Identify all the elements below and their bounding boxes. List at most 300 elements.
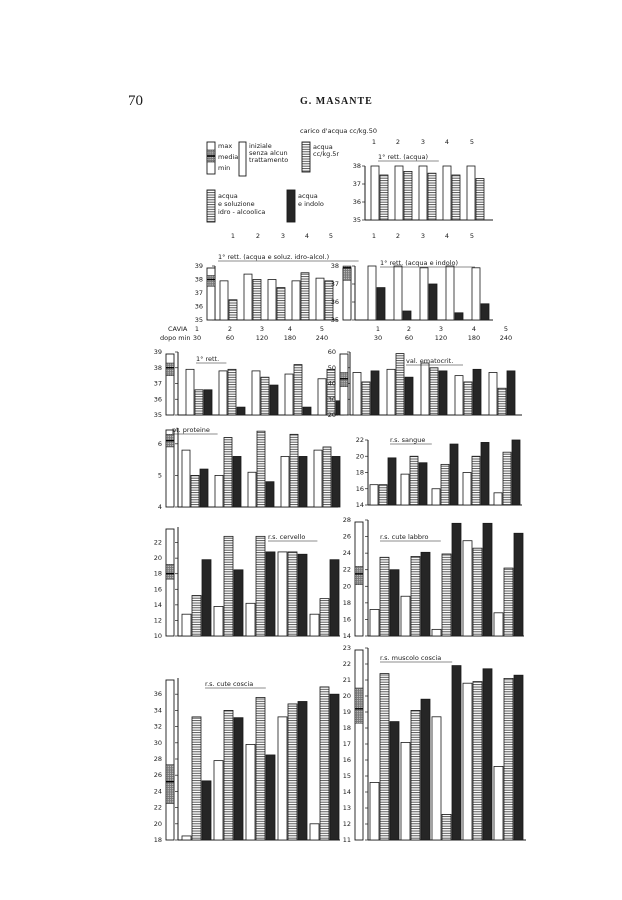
bar-grey-30	[379, 485, 387, 505]
chart-sangue	[356, 436, 522, 509]
y-tick-label: 39	[194, 262, 203, 270]
bar-black-120	[270, 385, 278, 415]
y-tick-label: 36	[194, 302, 203, 311]
bar-black-240	[330, 694, 339, 840]
bar-white-180	[463, 683, 472, 840]
animal-number: 2	[395, 138, 401, 146]
bar-black-30	[202, 560, 211, 636]
bar-black-2	[403, 311, 411, 320]
bar-black-240	[512, 440, 520, 505]
bar-grey-60	[224, 710, 233, 840]
bar-grey-60	[224, 536, 233, 636]
animal-number: 1	[371, 232, 377, 240]
bar-grey-180	[288, 704, 297, 840]
bar-grey-30	[191, 475, 199, 507]
chart-coscia	[154, 678, 340, 844]
bar-black-60	[234, 570, 243, 636]
y-tick-label: 38	[194, 275, 203, 284]
ref-band	[340, 372, 348, 386]
ref-box	[355, 650, 363, 840]
y-tick-label: 12	[153, 616, 162, 625]
bar-white-60	[214, 761, 223, 840]
bar-white-240	[494, 766, 503, 840]
bar-white-4	[292, 281, 300, 320]
chart-muscolo	[343, 644, 526, 844]
bar-black-180	[481, 442, 489, 505]
bar-grey-1	[229, 300, 237, 320]
bar-white-5	[316, 278, 324, 320]
minutes-value: 120	[255, 334, 269, 342]
minutes-value: 180	[283, 334, 297, 342]
bar-white-120	[421, 363, 429, 415]
bar-white-180	[278, 717, 287, 840]
bar-white-240	[494, 613, 503, 636]
charts-layer	[154, 138, 526, 844]
y-tick-label: 16	[153, 585, 162, 594]
y-tick-label: 20	[153, 819, 162, 828]
chart-title: pt. proteine	[172, 426, 210, 434]
y-tick-label: 37	[352, 180, 361, 188]
bar-black-180	[298, 554, 307, 636]
bar-grey-60	[224, 437, 232, 507]
chart-cervello	[154, 527, 340, 640]
bar-white-1	[371, 166, 379, 220]
bar-white-5	[472, 268, 480, 320]
ref-box	[166, 680, 174, 840]
bar-black-240	[332, 456, 340, 507]
legend-water-indole-label	[298, 192, 324, 208]
y-tick-label: 18	[342, 724, 351, 732]
animal-number: 2	[395, 232, 401, 240]
legend	[207, 142, 339, 222]
bar-white-240	[310, 614, 319, 636]
bar-grey-240	[503, 452, 511, 505]
dopo-min-label: dopo min	[160, 334, 191, 342]
bar-black-5	[481, 304, 489, 320]
bar-black-180	[303, 407, 311, 415]
y-tick-label: 20	[342, 582, 351, 591]
animal-number: 5	[469, 232, 475, 240]
legend-water-solution-line3: idro - alcoolica	[218, 208, 266, 216]
y-tick-label: 20	[153, 554, 162, 563]
ref-band	[166, 363, 174, 376]
y-tick-label: 14	[153, 600, 162, 609]
legend-water-label	[313, 143, 339, 158]
chart-title: 1° rett. (acqua e indolo)	[380, 259, 459, 267]
bar-black-240	[330, 560, 339, 636]
y-tick-label: 10	[153, 632, 162, 640]
bar-white-30	[370, 782, 379, 840]
y-tick-label: 22	[342, 660, 351, 668]
cavia-label: CAVIA	[168, 325, 188, 333]
cavia-number: 3	[259, 325, 265, 333]
bar-white-60	[401, 474, 409, 505]
chart-title: r.s. muscolo coscia	[380, 654, 442, 662]
bar-black-60	[405, 377, 413, 415]
legend-max-label: max	[218, 142, 233, 150]
minutes-value: 30	[192, 334, 202, 342]
legend-water-line2: cc/kg.5r	[313, 150, 340, 158]
y-tick-label: 30	[327, 395, 336, 404]
y-tick-label: 18	[153, 569, 162, 578]
bar-white-30	[353, 372, 361, 415]
y-tick-label: 6	[157, 439, 162, 448]
cavia-number: 2	[227, 325, 233, 333]
y-tick-label: 36	[153, 690, 162, 699]
bar-white-180	[281, 456, 289, 507]
bar-grey-2	[404, 171, 412, 220]
legend-water-solution-swatch	[207, 190, 215, 222]
y-tick-label: 22	[153, 538, 162, 547]
cavia-number: 3	[438, 325, 444, 333]
bar-white-120	[432, 489, 440, 505]
bar-white-60	[387, 369, 395, 415]
y-tick-label: 38	[352, 162, 361, 170]
legend-water-solution-line2: e soluzione	[218, 200, 255, 208]
bar-grey-120	[256, 697, 265, 840]
bar-grey-4	[301, 273, 309, 320]
bar-white-3	[268, 280, 276, 321]
bar-white-30	[182, 836, 191, 840]
y-tick-label: 5	[157, 471, 162, 480]
chart-emato	[328, 348, 522, 419]
bar-white-60	[215, 475, 223, 507]
y-tick-label: 18	[355, 468, 364, 477]
bar-white-4	[446, 266, 454, 320]
bar-black-180	[298, 701, 307, 840]
bar-grey-30	[380, 557, 389, 636]
bar-white-180	[463, 541, 472, 636]
bar-grey-60	[411, 710, 420, 840]
bar-black-1	[377, 288, 385, 320]
chart-acqua	[353, 153, 493, 224]
bar-black-120	[450, 444, 458, 505]
bar-black-180	[299, 456, 307, 507]
ref-box	[166, 529, 174, 636]
y-tick-label: 14	[342, 788, 351, 796]
animal-number: 4	[444, 138, 450, 146]
y-tick-label: 40	[327, 379, 336, 388]
y-tick-label: 37	[194, 289, 203, 297]
y-tick-label: 11	[342, 836, 351, 844]
y-tick-label: 38	[153, 363, 162, 372]
chart-title: 1° rett. (acqua)	[378, 153, 429, 161]
bar-grey-60	[411, 556, 420, 636]
bar-black-4	[455, 313, 463, 320]
ref-band	[355, 566, 363, 584]
bar-grey-30	[195, 390, 203, 415]
legend-media-label: media	[218, 153, 239, 161]
legend-water	[302, 142, 339, 172]
bar-grey-120	[430, 368, 438, 415]
bar-black-60	[419, 463, 427, 505]
page-number: 70	[128, 93, 143, 109]
legend-water-swatch	[302, 142, 310, 172]
legend-initial-line2: senza alcun	[249, 149, 288, 157]
bar-white-240	[314, 450, 322, 507]
y-tick-label: 26	[153, 771, 162, 780]
legend-water-indole-line2: e indolo	[298, 200, 324, 208]
bar-white-2	[395, 166, 403, 220]
legend-initial-line3: trattamento	[249, 156, 289, 164]
legend-water-line1: acqua	[313, 143, 333, 151]
bar-white-120	[246, 744, 255, 840]
y-tick-label: 35	[352, 216, 361, 224]
bar-black-240	[514, 533, 523, 636]
legend-initial-swatch	[239, 142, 246, 176]
chart-labbro	[343, 516, 524, 640]
bar-grey-180	[473, 682, 482, 840]
y-tick-label: 18	[342, 598, 351, 607]
bar-white-60	[401, 596, 410, 636]
y-tick-label: 32	[153, 722, 162, 731]
chart-title: 1° rett.	[196, 355, 220, 363]
ref-band	[207, 275, 215, 286]
running-head: G. MASANTE	[300, 96, 373, 107]
chart-title: r.s. cervello	[268, 533, 306, 541]
chart-proteine	[158, 426, 340, 511]
y-tick-label: 19	[342, 708, 351, 716]
bar-grey-5	[476, 179, 484, 220]
legend-min-label: min	[218, 164, 231, 172]
y-tick-label: 16	[342, 615, 351, 624]
ref-band	[166, 564, 174, 579]
bar-black-30	[390, 570, 399, 636]
bar-white-60	[214, 606, 223, 636]
y-tick-label: 38	[330, 262, 339, 270]
y-tick-label: 22	[355, 436, 364, 444]
bar-grey-120	[261, 377, 269, 415]
y-tick-label: 23	[342, 644, 351, 652]
chart-indolo	[331, 259, 493, 324]
bar-black-180	[473, 369, 481, 415]
animal-number: 1	[230, 232, 236, 240]
legend-initial	[239, 142, 288, 176]
bar-white-30	[370, 609, 379, 636]
y-tick-label: 39	[153, 348, 162, 356]
bar-grey-30	[192, 596, 201, 636]
chart-title: 1° rett. (acqua e soluz. idro-alcol.)	[218, 253, 330, 261]
bar-white-60	[401, 742, 410, 840]
cavia-number: 1	[194, 325, 200, 333]
bar-grey-3	[428, 173, 436, 220]
bar-grey-2	[253, 280, 261, 321]
y-tick-label: 21	[342, 676, 351, 684]
chart-title: r.s. cute coscia	[205, 680, 254, 688]
y-tick-label: 28	[342, 516, 351, 524]
y-tick-label: 12	[342, 820, 351, 828]
legend-water-solution-label	[218, 192, 265, 216]
bar-grey-3	[277, 288, 285, 320]
bar-black-120	[266, 755, 275, 840]
y-tick-label: 37	[330, 280, 339, 288]
cavia-number: 5	[319, 325, 325, 333]
legend-water-solution	[207, 190, 265, 222]
bar-white-2	[244, 274, 252, 320]
bar-grey-60	[228, 369, 236, 415]
y-tick-label: 34	[153, 706, 162, 715]
bar-black-180	[483, 669, 492, 840]
minutes-value: 60	[225, 334, 235, 342]
bar-grey-30	[380, 674, 389, 840]
bar-white-4	[443, 166, 451, 220]
animal-number: 5	[328, 232, 334, 240]
y-tick-label: 50	[327, 363, 336, 372]
y-tick-label: 28	[153, 755, 162, 763]
bar-grey-180	[290, 434, 298, 507]
bar-grey-180	[464, 382, 472, 415]
minutes-value: 30	[373, 334, 383, 342]
y-tick-label: 30	[153, 738, 162, 747]
bar-white-1	[220, 281, 228, 320]
y-tick-label: 60	[327, 348, 336, 356]
bar-black-60	[233, 456, 241, 507]
legend-initial-line1: iniziale	[249, 142, 272, 150]
bar-white-240	[318, 379, 326, 415]
bar-black-120	[266, 482, 274, 507]
bar-grey-120	[442, 814, 451, 840]
chart-title: r.s. sangue	[390, 436, 426, 444]
bar-black-30	[371, 371, 379, 415]
bar-white-30	[370, 485, 378, 505]
bar-white-120	[432, 629, 441, 636]
legend-water-indole-line1: acqua	[298, 192, 318, 200]
ref-band	[166, 765, 174, 804]
bar-black-180	[483, 523, 492, 636]
bar-white-30	[186, 369, 194, 415]
bar-grey-180	[288, 552, 297, 636]
animal-number: 4	[444, 232, 450, 240]
bar-grey-60	[410, 456, 418, 505]
y-tick-label: 24	[153, 787, 162, 796]
y-tick-label: 20	[355, 452, 364, 461]
bar-grey-4	[452, 175, 460, 220]
y-tick-label: 22	[153, 803, 162, 812]
bar-grey-240	[504, 568, 513, 636]
bar-grey-120	[257, 431, 265, 507]
bar-grey-180	[473, 548, 482, 636]
y-tick-label: 14	[355, 501, 364, 509]
bar-grey-180	[472, 456, 480, 505]
minutes-value: 60	[404, 334, 414, 342]
bar-white-180	[463, 473, 471, 506]
legend-minmax	[207, 142, 238, 174]
bar-black-120	[439, 371, 447, 415]
bar-grey-30	[192, 717, 201, 840]
y-tick-label: 18	[153, 836, 162, 844]
minutes-value: 240	[315, 334, 329, 342]
chart-title: r.s. cute labbro	[380, 533, 429, 541]
legend-water-solution-line1: acqua	[218, 192, 238, 200]
y-tick-label: 36	[153, 395, 162, 404]
bar-grey-180	[294, 365, 302, 415]
y-tick-label: 16	[342, 756, 351, 764]
bar-grey-240	[498, 388, 506, 415]
legend-water-indole	[287, 190, 324, 222]
y-tick-label: 22	[342, 565, 351, 574]
chart-title: val. ematocrit.	[406, 357, 454, 365]
ref-band	[355, 688, 363, 723]
y-tick-label: 35	[153, 411, 162, 419]
bar-white-5	[467, 166, 475, 220]
cavia-number: 1	[375, 325, 381, 333]
animal-number: 3	[280, 232, 286, 240]
cavia-number: 5	[503, 325, 509, 333]
bar-white-120	[432, 717, 441, 840]
bar-white-30	[182, 614, 191, 636]
y-tick-label: 17	[342, 740, 351, 748]
y-tick-label: 20	[327, 411, 336, 419]
bar-black-30	[388, 458, 396, 505]
bar-black-30	[204, 390, 212, 415]
bar-white-120	[252, 371, 260, 415]
y-tick-label: 14	[342, 632, 351, 640]
bar-white-120	[246, 603, 255, 636]
animal-number: 4	[304, 232, 310, 240]
y-tick-label: 37	[153, 379, 162, 388]
animal-number: 5	[469, 138, 475, 146]
y-tick-label: 15	[342, 772, 351, 780]
bar-grey-30	[362, 382, 370, 415]
bar-white-60	[219, 371, 227, 415]
bar-white-120	[248, 472, 256, 507]
bar-black-120	[452, 523, 461, 636]
chart-rett	[154, 348, 344, 419]
bar-black-30	[200, 469, 208, 507]
animal-number: 2	[255, 232, 261, 240]
y-tick-label: 20	[342, 692, 351, 700]
bar-grey-1	[380, 175, 388, 220]
bar-white-180	[455, 376, 463, 415]
animal-number: 3	[420, 232, 426, 240]
bar-white-3	[420, 268, 428, 320]
minutes-value: 180	[467, 334, 481, 342]
y-tick-label: 35	[194, 316, 203, 324]
minutes-value: 240	[499, 334, 513, 342]
y-tick-label: 24	[342, 549, 351, 558]
bar-white-3	[419, 166, 427, 220]
bar-grey-240	[320, 687, 329, 840]
bar-white-30	[182, 450, 190, 507]
bar-white-240	[494, 493, 502, 505]
legend-water-indole-swatch	[287, 190, 295, 222]
bar-white-240	[310, 824, 319, 840]
bar-grey-240	[504, 678, 513, 840]
bar-white-1	[368, 266, 376, 320]
bar-grey-240	[323, 447, 331, 507]
y-tick-label: 36	[330, 298, 339, 306]
bar-white-240	[489, 372, 497, 415]
bar-grey-60	[396, 354, 404, 415]
y-tick-label: 16	[355, 484, 364, 493]
bar-black-3	[429, 284, 437, 320]
y-tick-label: 26	[342, 532, 351, 541]
bar-black-60	[234, 718, 243, 840]
cavia-number: 4	[471, 325, 477, 333]
bar-grey-240	[327, 369, 335, 415]
bar-white-180	[278, 552, 287, 636]
bar-black-120	[266, 552, 275, 636]
bar-black-30	[202, 781, 211, 840]
bar-black-240	[514, 675, 523, 840]
bar-grey-120	[441, 464, 449, 505]
animal-number: 1	[371, 138, 377, 146]
cavia-number: 4	[287, 325, 293, 333]
bar-black-60	[421, 552, 430, 636]
load-title: carico d'acqua cc/kg.50	[300, 127, 377, 135]
bar-grey-120	[442, 554, 451, 636]
minutes-value: 120	[434, 334, 448, 342]
